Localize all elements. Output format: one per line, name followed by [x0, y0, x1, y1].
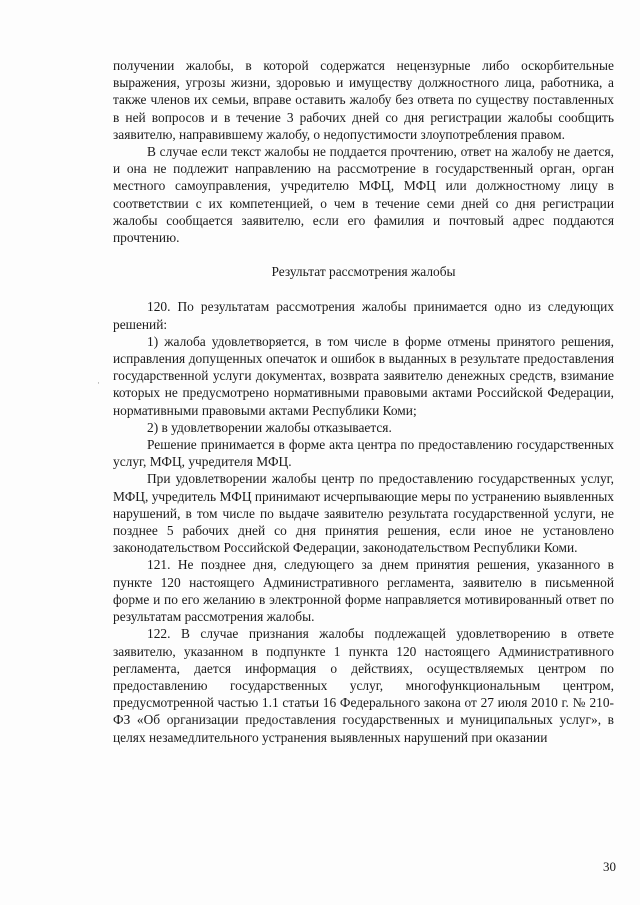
paragraph-unreadable-complaint: В случае если текст жалобы не поддается прочтению, ответ на жалобу не дается, и она не подлежит направлению на рассмотрение в государственный орган, орган местного самоуправления, учредителю МФЦ, МФЦ или должностному лицу в соответствии с их компетенцией, о чем в течение семи дней со дня регистрации жалобы сообщается заявителю, если его фамилия и почтовый адрес поддаются прочтению. [113, 144, 614, 246]
paragraph-121: 121. Не позднее дня, следующего за днем принятия решения, указанного в пункте 120 настоящего Административного регламента, заявителю в письменной форме и по его желанию в электронной форме направляется мотивированный ответ по результатам рассмотрения жалобы. [113, 557, 614, 625]
paragraph-120: 120. По результатам рассмотрения жалобы принимается одно из следующих решений: [113, 299, 614, 332]
paragraph-satisfaction-measures: При удовлетворении жалобы центр по предоставлению государственных услуг, МФЦ, учредитель МФЦ принимают исчерпывающие меры по устранению выявленных нарушений, в том числе по выдаче заявителю результата государственной услуги, не позднее 5 рабочих дней со дня принятия решения, если иное не установлено законодательством Российской Федерации, законодательством Республики Коми. [113, 471, 614, 556]
paragraph-decision-form: Решение принимается в форме акта центра по предоставлению государственных услуг, МФЦ, учредителя МФЦ. [113, 437, 614, 470]
paragraph-120-item-2: 2) в удовлетворении жалобы отказывается. [147, 419, 392, 435]
page-number: 30 [603, 859, 616, 874]
paragraph-complaint-offensive: получении жалобы, в которой содержатся нецензурные либо оскорбительные выражения, угрозы жизни, здоровью и имуществу должностного лица, работника, а также членов их семьи, вправе оставить жалобу без ответа по существу поставленных в ней вопросов и в течение 3 рабочих дней со дня регистрации жалобы сообщить заявителю, направившему жалобу, о недопустимости злоупотребления правом. [113, 58, 614, 142]
paragraph-120-item-1: 1) жалоба удовлетворяется, в том числе в форме отмены принятого решения, исправления допущенных опечаток и ошибок в выданных в результате предоставления государственной услуги документах, возврата заявителю денежных средств, взимание которых не предусмотрено нормативными правовыми актами Российской Федерации, нормативными правовыми актами Республики Коми; [113, 333, 614, 418]
paragraph-122: 122. В случае признания жалобы подлежащей удовлетворению в ответе заявителю, указанном в подпункте 1 пункта 120 настоящего Административного регламента, дается информация о действиях, осуществляемых центром по предоставлению государственных услуг, многофункциональным центром, предусмотренной частью 1.1 статьи 16 Федерального закона от 27 июля 2010 г. № 210-ФЗ «Об организации предоставления государственных и муниципальных услуг», в целях незамедлительного устранения выявленных нарушений при оказании [113, 626, 614, 745]
body-text [113, 57, 614, 746]
margin-mark: · [97, 378, 100, 388]
section-heading: Результат рассмотрения жалобы [271, 264, 456, 280]
